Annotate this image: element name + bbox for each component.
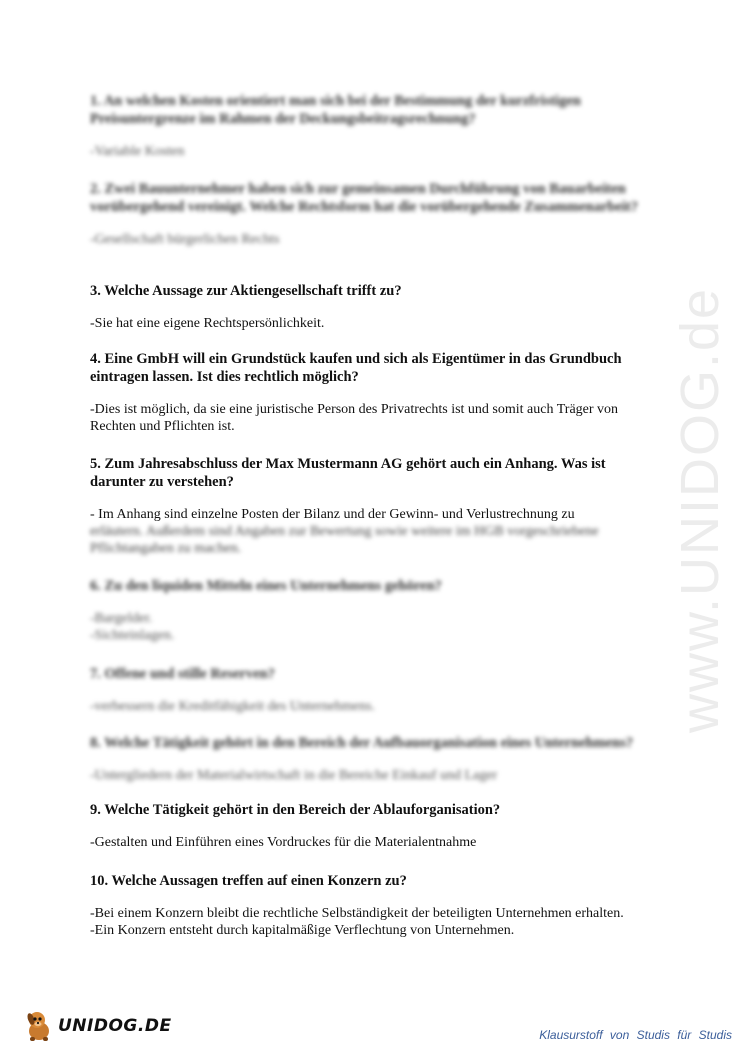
dog-mascot-icon [22,1009,56,1043]
answer-10-line-1: -Bei einem Konzern bleibt die rechtliche Selbständigkeit der beteiligten Unternehmen erhalten. [90,906,624,921]
question-8: 8. Welche Tätigkeit gehört in den Bereich der Aufbauorganisation eines Unternehmens? [90,735,634,751]
answer-10-line-2: -Ein Konzern entsteht durch kapitalmäßige Verflechtung von Unternehmen. [90,923,515,938]
logo-text: UNIDOG.DE [58,1016,172,1036]
question-10: 10. Welche Aussagen treffen auf einen Konzern zu? [90,873,407,889]
answer-9-line-1: -Gestalten und Einführen eines Vordruckes für die Materialentnahme [90,835,477,850]
question-block-6 [90,577,660,644]
answer-8-line-1: -Untergliedern der Materialwirtschaft in die Bereiche Einkauf und Lager [90,768,498,783]
footer-logo [22,1008,172,1044]
question-2: 2. Zwei Bauunternehmer haben sich zur gemeinsamen Durchführung von Bauarbeiten vorübergehend vereinigt. Welche Rechtsform hat die vorübergehende Zusammenarbeit? [90,181,638,215]
answer-7-line-1: -verbessern die Kreditfähigkeit des Unternehmens. [90,699,375,714]
question-block-4 [90,350,660,435]
question-block-10 [90,872,660,939]
question-1: 1. An welchen Kosten orientiert man sich bei der Bestimmung der kurzfristigen Preisuntergrenze im Rahmen der Deckungsbeitragsrechnung? [90,93,581,127]
answer-2-line-1: -Gesellschaft bürgerlichen Rechts [90,232,280,247]
question-5: 5. Zum Jahresabschluss der Max Mustermann AG gehört auch ein Anhang. Was ist darunter zu verstehen? [90,456,606,490]
question-4: 4. Eine GmbH will ein Grundstück kaufen und sich als Eigentümer in das Grundbuch eintragen lassen. Ist dies rechtlich möglich? [90,351,622,385]
watermark-text: www.UNIDOG.de [670,286,730,734]
answer-3-line-1: -Sie hat eine eigene Rechtspersönlichkeit. [90,316,325,331]
question-block-3 [90,282,660,332]
answer-6-line-1: -Bargelder. [90,611,153,626]
answer-6-line-2: -Sichteinlagen. [90,628,175,643]
question-3: 3. Welche Aussage zur Aktiengesellschaft trifft zu? [90,283,402,299]
question-7: 7. Offene und stille Reserven? [90,666,275,682]
answer-1-line-1: -Variable Kosten [90,144,185,159]
question-6: 6. Zu den liquiden Mitteln eines Unternehmens gehören? [90,578,442,594]
question-block-2 [90,180,660,248]
footer-tagline: Klausurstoff von Studis für Studis [539,1028,732,1042]
question-block-1 [90,92,660,160]
answer-5-blurred: erläutern. Außerdem sind Angaben zur Bewertung sowie weitere im HGB vorgeschriebene Pflichtangaben zu machen. [90,524,599,556]
question-block-9 [90,801,660,851]
question-block-8 [90,734,660,784]
answer-5-visible: - Im Anhang sind einzelne Posten der Bilanz und der Gewinn- und Verlustrechnung zu [90,507,575,522]
watermark [660,286,740,734]
answer-4-line-1: -Dies ist möglich, da sie eine juristische Person des Privatrechts ist und somit auch Träger von Rechten und Pflichten ist. [90,402,619,434]
question-9: 9. Welche Tätigkeit gehört in den Bereich der Ablauforganisation? [90,802,501,818]
question-block-5 [90,455,660,557]
question-block-7 [90,665,660,715]
